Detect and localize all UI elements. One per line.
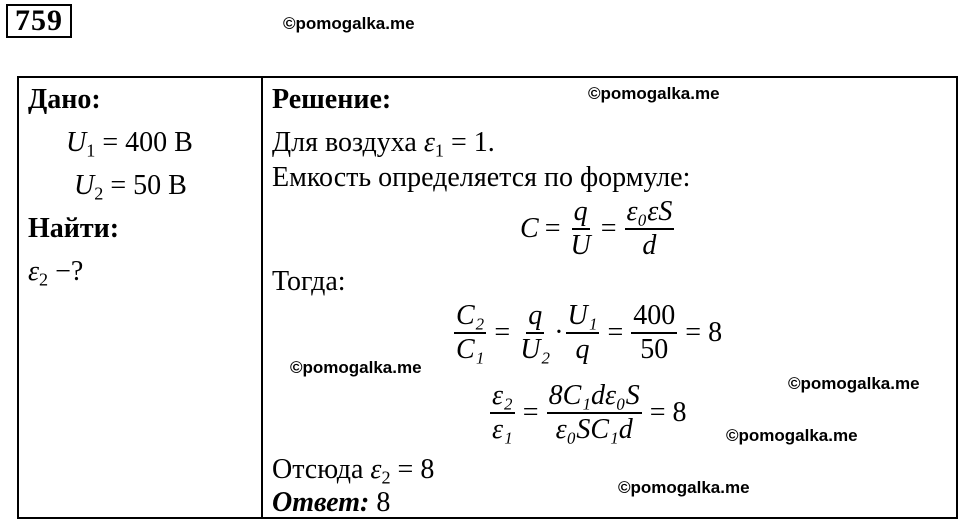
- watermark: ©pomogalka.me: [283, 14, 415, 33]
- table-divider: [261, 76, 263, 519]
- given-u1: $U_1 = 400$ В: [66, 127, 193, 161]
- solution-line-air: Для воздуха $\varepsilon_1 = 1$.: [272, 127, 495, 161]
- watermark: ©pomogalka.me: [726, 426, 858, 445]
- watermark: ©pomogalka.me: [588, 84, 720, 103]
- ratio-formula: $\frac{\text{C₂}}{\text{C₁}}$ = $\frac{q}{\text{U₂}}$ · $\frac{\text{U₁}}{q}$ = $\frac{400}{50}$ = 8: [456, 300, 723, 365]
- watermark: ©pomogalka.me: [290, 358, 422, 377]
- problem-number: 759: [6, 4, 72, 38]
- find-value: $\varepsilon_2$ −?: [28, 256, 84, 290]
- answer-value: 8: [369, 487, 391, 518]
- capacity-formula: C = $\frac{q}{U}$ = $\frac{\text{ε₀εS}}{d}$: [520, 196, 673, 261]
- answer-line: [272, 487, 390, 519]
- given-u2: $U_2 = 50$ В: [74, 170, 187, 204]
- find-header: Найти:: [28, 213, 120, 244]
- watermark: ©pomogalka.me: [788, 374, 920, 393]
- given-header: Дано:: [28, 84, 101, 115]
- solution-line-then: Тогда:: [272, 266, 346, 297]
- solution-line-hence: Отсюда $\varepsilon_2 = 8$: [272, 454, 435, 488]
- answer-label: Ответ:: [272, 487, 370, 518]
- epsilon-ratio-formula: $\frac{\text{ε₂}}{\text{ε₁}}$ = $\frac{\text{8C₁dε₀S}}{\text{ε₀SC₁d}}$ = 8: [492, 380, 687, 445]
- watermark: ©pomogalka.me: [618, 478, 750, 497]
- solution-line-capacity: Емкость определяется по формуле:: [272, 162, 691, 193]
- solution-header: Решение:: [272, 84, 392, 115]
